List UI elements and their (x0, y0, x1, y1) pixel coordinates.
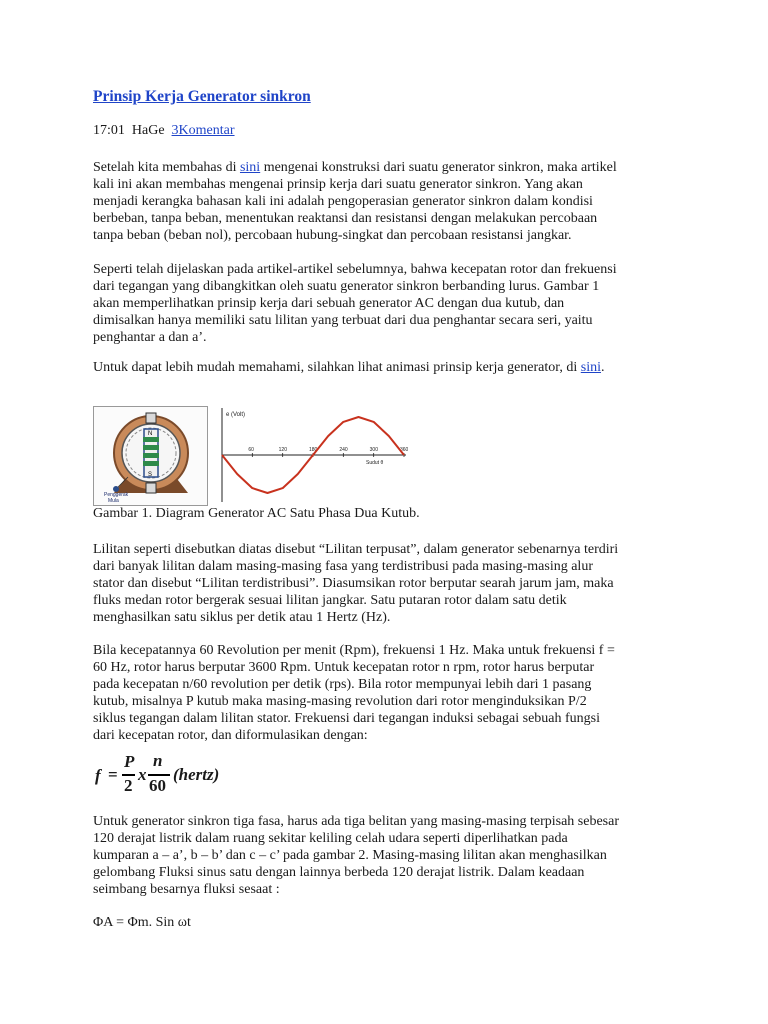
x-tick-label: 120 (278, 447, 288, 453)
text-line: berbeban, tanpa beban, menentukan reaktansi dan resistansi dengan melakukan percobaan (93, 211, 598, 226)
comments-link[interactable]: 3Komentar (171, 123, 235, 138)
voltage-chart (218, 406, 408, 504)
paragraph-lilitan (93, 541, 693, 626)
paragraph-intro (93, 159, 693, 244)
text-line: Setelah kita membahas di sini mengenai konstruksi dari suatu generator sinkron, maka artikel (93, 160, 617, 175)
text-line: Bila kecepatannya 60 Revolution per menit (Rpm), frekuensi 1 Hz. Maka untuk frekuensi f = (93, 643, 615, 658)
paragraph-animation (93, 359, 693, 376)
text-line: fluks medan rotor bergerak sesuai lilitan jangkar. Satu putaran rotor dalam satu detik (93, 593, 567, 608)
figure-caption: Gambar 1. Diagram Generator AC Satu Phasa Dua Kutub. (93, 506, 420, 521)
stator-slot-top (146, 413, 156, 423)
generator-cross-section-image (94, 407, 207, 505)
text-line: 120 derajat listrik dalam ruang sekitar keliling celah udara seperti diperlihatkan pada (93, 831, 568, 846)
text-line: pada kecepatan n/60 revolution per detik (rps). Bila rotor mempunyai lebih dari 1 pasang (93, 677, 592, 692)
text-line: kumparan a – a’, b – b’ dan c – c’ pada gambar 2. Masing-masing lilitan akan menghasilkan (93, 848, 607, 863)
x-tick-label: 180 (309, 447, 318, 453)
text-line: dari kecepatan rotor, dan diformulasikan dengan: (93, 728, 368, 743)
text-line: 60 Hz, rotor harus berputar 3600 Rpm. Untuk kecepatan rotor n rpm, rotor harus berputar (93, 660, 595, 675)
text-line: tanpa beban (beban nol), percobaan hubung-singkat dan percobaan resistansi jangkar. (93, 228, 572, 243)
paragraph-tiga-fasa (93, 813, 693, 898)
x-axis-label: Sudut θ (366, 460, 384, 466)
text-line: Untuk generator sinkron tiga fasa, harus ada tiga belitan yang masing-masing terpisah sebesar (93, 814, 620, 829)
x-tick-label: 360 (400, 447, 408, 453)
x-tick-label: 300 (369, 447, 379, 453)
post-author: HaGe (131, 123, 165, 138)
motor-label-2: Mula (108, 498, 119, 504)
x-tick-label: 60 (248, 447, 254, 453)
formula-two: 2 (124, 776, 133, 795)
rotor-coil (143, 445, 159, 450)
equation-line: ΦA = Φm. Sin ωt (93, 915, 191, 930)
text-line: Lilitan seperti disebutkan diatas disebut “Lilitan terpusat”, dalam generator sebenarnya terdiri (93, 542, 619, 557)
text-line: seimbang besarnya fluksi sesaat : (93, 882, 280, 897)
flux-equation (93, 914, 693, 931)
formula-n: n (153, 751, 163, 770)
sini-link-konstruksi[interactable]: sini (239, 160, 261, 175)
text-line: menghasilkan satu siklus per detik atau 1 Hertz (Hz). (93, 610, 391, 625)
pole-n-label: N (148, 431, 153, 437)
generator-diagram (93, 406, 208, 506)
paragraph-frekuensi (93, 642, 693, 744)
post-time: 17:01 (93, 123, 125, 138)
post-meta (93, 123, 235, 139)
rotor-coil (143, 461, 159, 466)
formula-f: f (95, 766, 101, 785)
text-line: dari banyak lilitan dalam masing-masing fasa yang terdistribusi pada masing-masing alur (93, 559, 593, 574)
formula-x: x (138, 765, 147, 784)
motor-label-1: Penggerak (104, 492, 129, 498)
sini-link-animasi[interactable]: sini (580, 360, 601, 375)
formula-sixty: 60 (149, 776, 166, 795)
text-line: dimisalkan hanya memiliki satu lilitan yang terbuat dari dua penghantar secara seri, yaitu (93, 313, 593, 328)
text-line: kali ini akan membahas mengenai prinsip kerja dari suatu generator sinkron. Yang akan (93, 177, 583, 192)
text-line: siklus tegangan dalam lilitan stator. Frekuensi dari tegangan induksi sebagai sebuah fungsi (93, 711, 601, 726)
text-line: Seperti telah dijelaskan pada artikel-artikel sebelumnya, bahwa kecepatan rotor dan frekuensi (93, 262, 617, 277)
rotor-coil (143, 437, 159, 442)
text-line: Untuk dapat lebih mudah memahami, silahkan lihat animasi prinsip kerja generator, di sini. (93, 360, 605, 375)
y-axis-label: e (Volt) (226, 412, 246, 418)
x-tick-label: 240 (339, 447, 348, 453)
pole-s-label: S (148, 472, 153, 478)
formula-p: P (124, 752, 135, 771)
voltage-chart-svg (218, 406, 408, 504)
formula-equals: = (108, 765, 118, 784)
post-title-link[interactable]: Prinsip Kerja Generator sinkron (93, 88, 311, 105)
text-line: penghantar a dan a’. (93, 330, 207, 345)
text-line: kutub, misalnya P kutub maka masing-masing revolution dari rotor menginduksikan P/2 (93, 694, 587, 709)
text-line: stator dan disebut “Lilitan terdistribusi”. Diasumsikan rotor berputar searah jarum jam, maka (93, 576, 614, 591)
text-line: gelombang Fluksi sinus satu dengan lainnya berbeda 120 derajat listrik. Dalam keadaan (93, 865, 585, 880)
rotor-coil (143, 453, 159, 458)
stator-slot-bottom (146, 483, 156, 493)
paragraph-rotor-speed (93, 261, 693, 346)
frequency-formula (95, 751, 230, 799)
text-line: menjadi kerangka bahasan kali ini adalah pengoperasian generator sinkron dalam kondisi (93, 194, 593, 209)
text-line: dari tegangan yang dibangkitkan oleh suatu generator sinkron berbanding lurus. Gambar 1 (93, 279, 600, 294)
text-line: akan memperlihatkan prinsip kerja dari sebuah generator AC dengan dua kutub, dan (93, 296, 565, 311)
formula-hertz: (hertz) (173, 765, 220, 784)
